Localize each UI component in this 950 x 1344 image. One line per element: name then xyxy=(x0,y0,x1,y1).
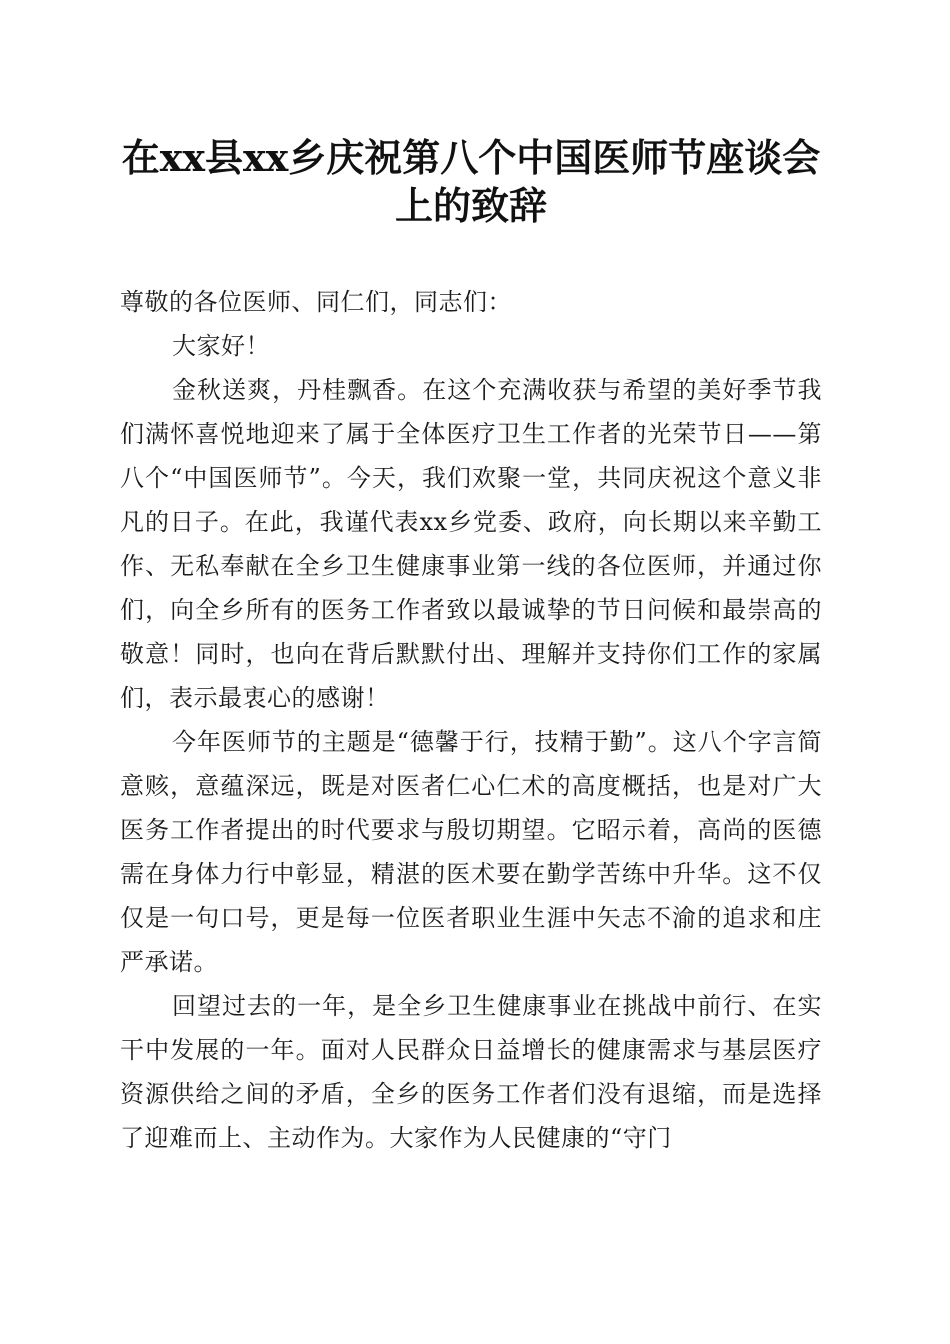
paragraph: 回望过去的一年，是全乡卫生健康事业在挑战中前行、在实干中发展的一年。面对人民群众日益增长的健康需求与基层医疗资源供给之间的矛盾，全乡的医务工作者们没有退缩，而是选择了迎难而上、主动作为。大家作为人民健康的“守门 xyxy=(120,992,822,1152)
paragraph: 金秋送爽，丹桂飘香。在这个充满收获与希望的美好季节我们满怀喜悦地迎来了属于全体医疗卫生工作者的光荣节日——第八个“中国医师节”。今天，我们欢聚一堂，共同庆祝这个意义非凡的日子。在此，我谨代表xx乡党委、政府，向长期以来辛勤工作、无私奉献在全乡卫生健康事业第一线的各位医师，并通过你们，向全乡所有的医务工作者致以最诚挚的节日问候和最崇高的敬意！同时，也向在背后默默付出、理解并支持你们工作的家属们，表示最衷心的感谢！ xyxy=(120,376,822,712)
paragraph: 今年医师节的主题是“德馨于行，技精于勤”。这八个字言简意赅，意蕴深远，既是对医者仁心仁术的高度概括，也是对广大医务工作者提出的时代要求与殷切期望。它昭示着，高尚的医德需在身体力行中彰显，精湛的医术要在勤学苦练中升华。这不仅仅是一句口号，更是每一位医者职业生涯中矢志不渝的追求和庄严承诺。 xyxy=(120,728,822,976)
document-body xyxy=(120,280,822,1160)
salutation: 尊敬的各位医师、同仁们，同志们： xyxy=(120,288,512,316)
greeting: 大家好！ xyxy=(172,332,270,360)
document-title: 在xx县xx乡庆祝第八个中国医师节座谈会上的致辞 xyxy=(121,135,821,228)
